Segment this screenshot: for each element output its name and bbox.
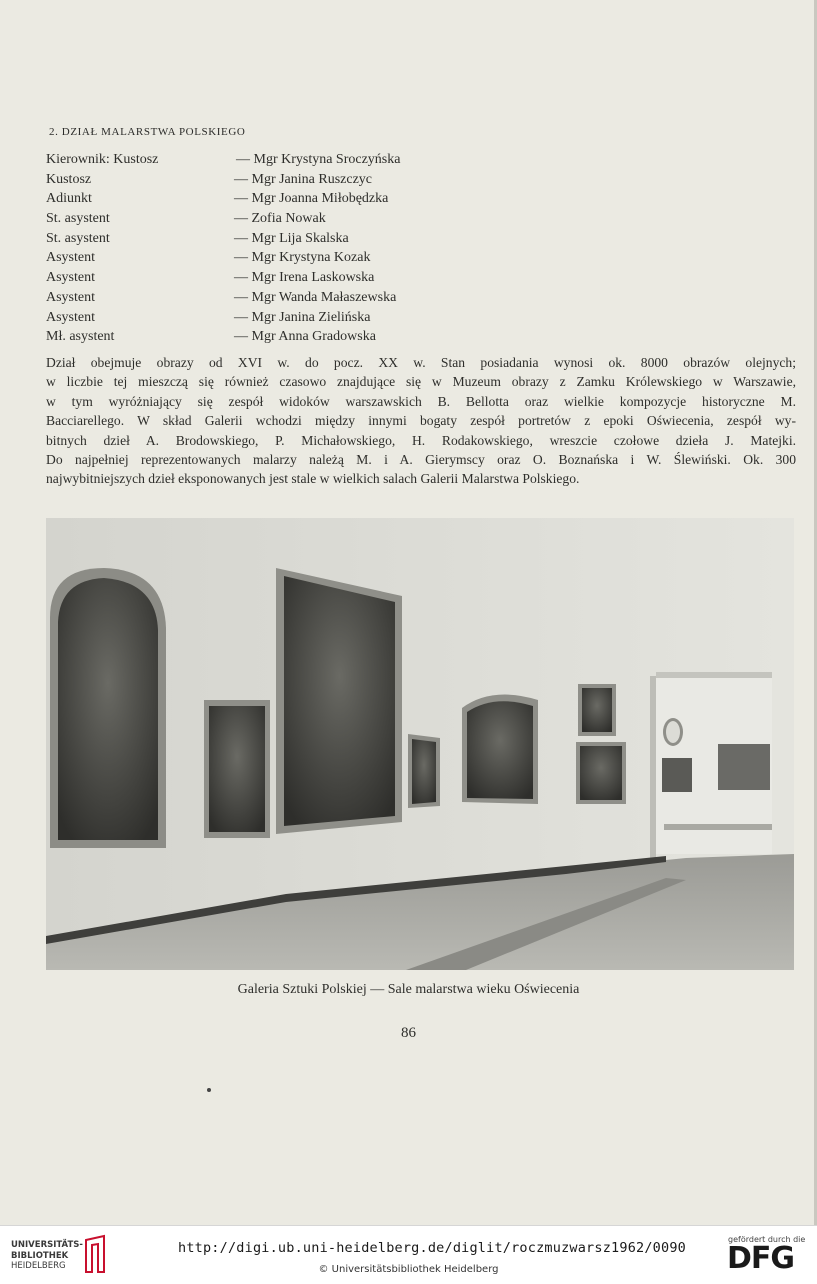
staff-name: — Mgr Wanda Małaszewska [234,289,397,305]
staff-row [46,170,466,190]
paragraph-line: najwybitniejszych dzieł eksponowanych jest stale w wielkich salach Galerii Malarstwa Polskiego. [46,471,580,487]
staff-row [46,248,466,268]
staff-name: — Mgr Janina Ruszczyc [234,171,373,187]
staff-role: Asystent [46,250,95,266]
section-title: 2. DZIAŁ MALARSTWA POLSKIEGO [49,126,246,138]
description-paragraph [46,353,796,489]
staff-role: St. asystent [46,230,110,246]
staff-row [46,150,466,170]
paragraph-line: Dział obejmuje obrazy od XVI w. do pocz. XX w. Stan posiadania wynosi ok. 8000 obrazów olejnych; [46,355,796,370]
staff-role: Adiunkt [46,191,92,207]
gallery-photograph [46,518,794,970]
paragraph-line: Do najpełniej reprezentowanych malarzy należą M. i A. Gierymscy oraz O. Boznańska i W. Ślewiński. Ok. 300 [46,452,796,468]
staff-name: — Mgr Krystyna Kozak [234,250,371,266]
staff-role: St. asystent [46,211,110,227]
staff-role: Asystent [46,270,95,286]
staff-role: Asystent [46,309,95,325]
staff-row [46,209,466,229]
staff-name: — Zofia Nowak [234,211,326,227]
staff-row [46,288,466,308]
staff-name: — Mgr Joanna Miłobędzka [234,191,389,207]
staff-role: Mł. asystent [46,329,115,345]
staff-row [46,229,466,249]
staff-list [46,150,466,347]
staff-role: Asystent [46,289,95,305]
staff-name: — Mgr Irena Laskowska [234,270,375,286]
print-speck [207,1088,211,1092]
staff-row [46,189,466,209]
staff-name: — Mgr Anna Gradowska [234,329,376,345]
funding-label: gefördert durch die [728,1235,806,1244]
paragraph-line: w tym wyróżniający się zespół widoków warszawskich B. Bellotta oraz wielkie kompozycje historyczne M. [46,393,796,409]
photo-caption: Galeria Sztuki Polskiej — Sale malarstwa wieku Oświecenia [237,982,580,997]
page-number: 86 [401,1025,416,1041]
library-line: HEIDELBERG [11,1261,66,1271]
paragraph-line: bitnych dzieł A. Brodowskiego, P. Michałowskiego, H. Rodakowskiego, wreszcie czołowe dzieła J. Matejki. [46,432,796,448]
staff-name: — Mgr Krystyna Sroczyńska [236,152,401,167]
staff-role: Kierownik: Kustosz [46,152,159,167]
staff-name: — Mgr Janina Zielińska [234,309,371,325]
paragraph-line: w liczbie tej mieszczą się również czasowo znajdujące się w Muzeum obrazy z Zamku Królewskiego w Warszawie, [46,374,796,390]
staff-role: Kustosz [46,171,92,187]
staff-row [46,327,466,347]
paragraph-line: Bacciarellego. W skład Galerii wchodzi między innymi bogaty zespół portretów z epoki Oświecenia, zespół wy- [46,413,796,429]
permalink-url[interactable]: http://digi.ub.uni-heidelberg.de/diglit/roczmuzwarsz1962/0090 [178,1240,686,1256]
library-line: UNIVERSITÄTS- [11,1240,83,1250]
viewer-footer [0,1225,817,1284]
staff-row [46,268,466,288]
staff-row [46,308,466,328]
staff-name: — Mgr Lija Skalska [234,230,349,246]
copyright-notice: © Universitätsbibliothek Heidelberg [318,1264,499,1275]
dfg-logo: DFG [727,1241,795,1276]
library-line: BIBLIOTHEK [11,1250,69,1261]
